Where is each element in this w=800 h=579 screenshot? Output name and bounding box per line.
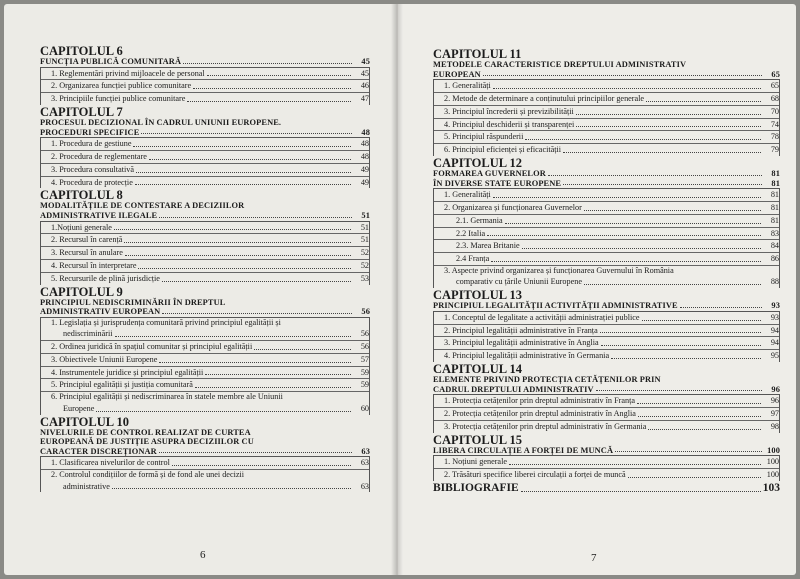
toc-entry-page: 97	[770, 409, 779, 418]
toc-entry-leader	[135, 184, 351, 185]
toc-entry-leader	[172, 465, 351, 466]
toc-entry-text: 3. Principiile funcției publice comunitare	[51, 94, 186, 104]
toc-entry-leader	[491, 261, 761, 262]
toc-entry	[434, 312, 779, 324]
toc-entry-leader	[195, 387, 351, 388]
toc-entry	[434, 349, 779, 362]
chapter-title-text: PROCESUL DECIZIONAL ÎN CADRUL UNIUNII EUROPENE.	[40, 117, 282, 127]
book-gutter	[391, 4, 403, 575]
toc-entry-page: 100	[766, 469, 779, 479]
chapter-title-leader	[548, 175, 762, 176]
chapter-title-leader	[615, 451, 762, 452]
toc-entry-text: 2. Ordinea juridică în spațiul comunitar și principiul egalității	[51, 342, 253, 352]
toc-entry	[41, 246, 369, 259]
chapter-title	[40, 128, 370, 138]
toc-entry	[41, 391, 369, 403]
chapter-title	[433, 70, 780, 80]
toc-entry-leader	[563, 152, 761, 153]
toc-entry-page: 65	[770, 81, 779, 91]
toc-entry	[434, 143, 779, 156]
toc-entry-text: Europene	[63, 403, 95, 413]
toc-entry-text: 5. Principiul răspunderii	[444, 132, 524, 142]
toc-entry-leader	[493, 197, 761, 198]
chapter-title-page: 100	[767, 445, 780, 455]
toc-entry	[41, 150, 369, 163]
chapter-entries	[433, 455, 780, 481]
page-number-right: 7	[591, 552, 597, 564]
toc-entry-text: 3. Obiectivele Uniunii Europene	[51, 354, 158, 364]
chapter-entries	[40, 456, 370, 492]
toc-entry-page: 100	[766, 457, 779, 467]
chapter-entries	[40, 221, 370, 285]
toc-entry-leader	[125, 255, 351, 256]
chapter-title-text: PRINCIPIUL LEGALITĂȚII ACTIVITĂȚII ADMINISTRATIVE	[433, 301, 678, 311]
toc-entry-text: 2. Principiul legalității administrative în Franța	[444, 325, 598, 335]
toc-entry-page: 78	[770, 132, 779, 142]
chapter-heading: CAPITOLUL 11	[433, 47, 522, 61]
toc-entry	[41, 403, 369, 415]
toc-entry-text: 5. Recursurile de plină jurisdicție	[51, 273, 160, 283]
toc-entry-page: 95	[770, 351, 779, 361]
chapter-title	[433, 301, 780, 311]
toc-entry	[41, 469, 369, 481]
chapter-heading: CAPITOLUL 12	[433, 155, 523, 170]
bibliography-text: BIBLIOGRAFIE	[433, 481, 519, 494]
chapter-title	[40, 201, 370, 211]
toc-entry	[434, 214, 779, 227]
toc-entry-text: 2. Recursul în carență	[51, 235, 123, 245]
toc-entry	[41, 176, 369, 189]
toc-entry-page: 56	[360, 329, 369, 339]
toc-entry-text: 4. Principiul legalității administrative în Germania	[444, 351, 610, 361]
toc-entry-leader	[505, 223, 761, 224]
chapter-entries	[433, 79, 780, 156]
chapter-title-text: FUNCȚIA PUBLICĂ COMUNITARĂ	[40, 57, 182, 66]
toc-entry-text: 1. Conceptul de legalitate a activității administrației publice	[444, 312, 640, 322]
chapter-title-leader	[141, 133, 352, 134]
toc-entry-page: 81	[770, 190, 779, 200]
toc-entry-text: 5. Principiul egalității și justiția comunitară	[51, 380, 193, 390]
toc-entry-text: 4. Instrumentele juridice și principiul egalității	[51, 367, 204, 377]
toc-entry-text: 1. Generalități	[444, 81, 491, 91]
toc-entry-leader	[637, 403, 761, 404]
chapter-title	[40, 447, 370, 457]
chapter-title-text: EUROPEANĂ DE JUSTIȚIE ASUPRA DECIZIILOR CU	[40, 437, 254, 447]
toc-entry-text: 2.2 Italia	[456, 228, 486, 238]
toc-entry-page: 51	[360, 222, 369, 232]
left-page	[4, 4, 396, 575]
toc-entry	[434, 227, 779, 240]
toc-entry-page: 70	[770, 106, 779, 116]
toc-entry-text: 1. Reglementări privind mijloacele de personal	[51, 68, 205, 78]
toc-entry-leader	[124, 242, 351, 243]
toc-entry-leader	[112, 488, 351, 489]
chapter-title-page: 45	[361, 57, 370, 66]
toc-entry-leader	[601, 345, 761, 346]
chapter-title-text: METODELE CARACTERISTICE DREPTULUI ADMINISTRATIV	[433, 60, 687, 69]
chapter-heading: CAPITOLUL 13	[433, 288, 523, 303]
toc-entry-text: 1. Clasificarea nivelurilor de control	[51, 458, 170, 468]
chapter-title-text: MODALITĂȚILE DE CONTESTARE A DECIZIILOR	[40, 201, 245, 211]
toc-entry-text: comparativ cu țările Uniunii Europene	[456, 277, 582, 287]
toc-entry-leader	[193, 88, 351, 89]
toc-entry-text: 2.1. Germania	[456, 215, 503, 225]
chapter-title	[40, 298, 370, 308]
toc-entry-page: 63	[360, 481, 369, 491]
chapter-heading: CAPITOLUL 9	[40, 284, 123, 299]
toc-entry-page: 63	[360, 458, 369, 468]
toc-entry-page: 94	[770, 338, 779, 348]
chapter-title-page: 56	[361, 307, 370, 317]
toc-entry-page: 57	[360, 354, 369, 364]
right-page	[396, 4, 796, 575]
toc-entry-page: 79	[770, 145, 779, 155]
bibliography	[433, 481, 780, 495]
toc-entry-leader	[207, 75, 351, 76]
toc-entry-page: 48	[360, 151, 369, 161]
toc-entry	[434, 252, 779, 265]
toc-entry-page: 86	[770, 254, 779, 264]
chapter-title-page: 81	[771, 178, 780, 188]
toc-entry-leader	[638, 416, 761, 417]
toc-entry-leader	[254, 349, 351, 350]
chapter-title	[40, 57, 370, 67]
toc-entry-text: 2.4 Franța	[456, 254, 490, 264]
chapter-title-page: 96	[771, 384, 780, 394]
toc-entry-text: 1.Noțiuni generale	[51, 222, 112, 232]
toc-entry	[434, 118, 779, 131]
toc-entry	[41, 233, 369, 246]
toc-entry	[41, 68, 369, 80]
chapter-title-text: NIVELURILE DE CONTROL REALIZAT DE CURTEA	[40, 427, 251, 437]
toc-entry-page: 56	[360, 342, 369, 352]
toc-entry-text: 1. Procedura de gestiune	[51, 139, 132, 149]
toc-entry	[434, 468, 779, 481]
toc-entry	[434, 407, 779, 420]
toc-entry	[41, 92, 369, 105]
toc-entry-text: 1. Noțiuni generale	[444, 457, 507, 467]
toc-entry-text: 2. Trăsături specifice liberei circulații a forței de muncă	[444, 469, 626, 479]
toc-entry-page: 74	[770, 119, 779, 129]
toc-entry-text: 2. Procedura de reglementare	[51, 151, 147, 161]
toc-entry-page: 93	[770, 312, 779, 322]
toc-entry-leader	[96, 411, 351, 412]
toc-entry-page: 83	[770, 228, 779, 238]
chapter-title-text: ADMINISTRATIVE ILEGALE	[40, 210, 158, 220]
toc-entry-page: 52	[360, 260, 369, 270]
toc-entry-page: 81	[770, 202, 779, 212]
chapter-title-text: FORMAREA GUVERNELOR	[433, 168, 546, 178]
chapter-title	[40, 428, 370, 438]
toc-entry-leader	[642, 320, 761, 321]
toc-entry	[41, 481, 369, 493]
chapter-title-leader	[680, 307, 762, 308]
chapter-title-text: ELEMENTE PRIVIND PROTECȚIA CETĂȚENILOR PRIN	[433, 375, 661, 385]
toc-entry	[41, 378, 369, 391]
chapter-heading: CAPITOLUL 15	[433, 432, 523, 447]
toc-entry-text: 4. Procedura de protecție	[51, 177, 133, 187]
toc-entry	[434, 130, 779, 143]
toc-entry	[41, 259, 369, 272]
chapter-title-page: 93	[771, 301, 780, 311]
toc-entry-page: 53	[360, 273, 369, 283]
chapter-heading: CAPITOLUL 8	[40, 188, 123, 203]
chapter-title-leader	[596, 390, 762, 391]
chapter-title	[433, 179, 780, 189]
chapter-title-page: 63	[361, 446, 370, 456]
page-number-left: 6	[200, 549, 206, 561]
toc-entry-page: 51	[360, 235, 369, 245]
toc-entry-text: 6. Principiul egalității și nediscriminarea în statele membre ale Uniunii	[51, 392, 283, 402]
chapter-title-text: PROCEDURI SPECIFICE	[40, 127, 140, 137]
toc-entry-leader	[115, 336, 351, 337]
toc-entry	[434, 92, 779, 105]
toc-entry-leader	[576, 114, 761, 115]
chapter-title	[40, 437, 370, 447]
chapter-heading: CAPITOLUL 10	[40, 414, 130, 429]
chapter-title-leader	[159, 217, 352, 218]
toc-entry	[434, 105, 779, 118]
toc-entry-text: 2. Organizarea funcției publice comunitare	[51, 81, 192, 91]
toc-entry-page: 45	[360, 68, 369, 78]
table-of-contents-right	[433, 47, 780, 495]
toc-entry-text: 4. Principiul deschiderii și transparenței	[444, 119, 575, 129]
toc-entry-text: 1. Generalități	[444, 190, 491, 200]
toc-entry-text: 4. Recursul în interpretare	[51, 260, 137, 270]
chapter-entries	[40, 137, 370, 188]
toc-entry	[434, 420, 779, 433]
toc-entry	[41, 138, 369, 150]
toc-entry-page: 60	[360, 403, 369, 413]
toc-entry-text: 3. Principiul legalității administrative în Anglia	[444, 338, 599, 348]
chapter-title-text: LIBERA CIRCULAȚIE A FORȚEI DE MUNCĂ	[433, 445, 614, 455]
chapter-title-leader	[563, 184, 762, 185]
toc-entry-leader	[611, 358, 761, 359]
chapter-heading: CAPITOLUL 6	[40, 44, 123, 58]
toc-entry	[434, 324, 779, 337]
chapter-title-leader	[159, 452, 352, 453]
toc-entry	[434, 456, 779, 468]
toc-entry-text: 3. Principiul încrederii și previzibilității	[444, 106, 574, 116]
toc-entry	[41, 457, 369, 469]
chapter-title	[433, 385, 780, 395]
chapter-entries	[433, 188, 780, 288]
toc-entry-text: 2. Organizarea și funcționarea Guvernelor	[444, 202, 582, 212]
toc-entry	[41, 79, 369, 92]
chapter-title-page: 51	[361, 210, 370, 220]
chapter-title	[40, 118, 370, 128]
toc-entry-leader	[628, 477, 761, 478]
chapter-title-text: EUROPEAN	[433, 69, 481, 79]
toc-entry	[434, 395, 779, 407]
toc-entry-leader	[205, 374, 351, 375]
toc-entry-leader	[136, 172, 351, 173]
toc-entry	[41, 222, 369, 234]
toc-entry-leader	[159, 362, 351, 363]
toc-entry-leader	[138, 268, 351, 269]
toc-entry-leader	[149, 159, 351, 160]
chapter-title-text: ADMINISTRATIV EUROPEAN	[40, 307, 161, 317]
toc-entry-text: 2. Controlul condițiilor de formă și de fond ale unei decizii	[51, 470, 245, 480]
toc-entry-text: administrative	[63, 481, 110, 491]
toc-entry-leader	[133, 146, 351, 147]
toc-entry-page: 52	[360, 248, 369, 258]
chapter-title-text: ÎN DIVERSE STATE EUROPENE	[433, 178, 562, 188]
toc-entry-leader	[600, 332, 761, 333]
toc-entry-leader	[646, 101, 761, 102]
toc-entry-text: 2. Protecția cetățenilor prin dreptul administrativ în Anglia	[444, 409, 636, 418]
toc-entry	[41, 353, 369, 366]
toc-entry-leader	[576, 126, 761, 127]
chapter-title	[433, 60, 780, 70]
chapter-title-leader	[162, 313, 352, 314]
chapter-title-leader	[483, 75, 762, 76]
bibliography-page: 103	[762, 481, 780, 494]
bibliography-leader	[521, 491, 761, 492]
toc-entry	[434, 239, 779, 252]
toc-entry-text: 6. Principiul eficienței și eficacității	[444, 145, 562, 155]
toc-entry-page: 96	[770, 396, 779, 406]
chapter-title	[433, 169, 780, 179]
toc-entry-leader	[648, 429, 761, 430]
toc-entry	[434, 201, 779, 214]
toc-entry-page: 46	[360, 81, 369, 91]
toc-entry-leader	[114, 229, 351, 230]
chapter-title-page: 81	[771, 168, 780, 178]
toc-entry	[41, 272, 369, 285]
chapter-title	[433, 375, 780, 385]
toc-entry-text: 3. Procedura consultativă	[51, 164, 134, 174]
toc-entry-leader	[584, 284, 761, 285]
chapter-title-page: 48	[361, 127, 370, 137]
toc-entry-text: 1. Legislația și jurisprudența comunitară privind principiul egalității și	[51, 317, 281, 327]
toc-entry-text: 1. Protecția cetățenilor prin dreptul administrativ în Franța	[444, 396, 635, 406]
toc-entry	[434, 80, 779, 92]
chapter-title-page: 65	[771, 69, 780, 79]
chapter-title-text: CARACTER DISCREȚIONAR	[40, 446, 157, 456]
toc-entry	[434, 189, 779, 201]
toc-entry-page: 88	[770, 277, 779, 287]
table-of-contents-left	[40, 44, 370, 492]
toc-entry-text: 3. Protecția cetățenilor prin dreptul administrativ în Germania	[444, 421, 647, 431]
toc-entry-page: 59	[360, 367, 369, 377]
chapter-heading: CAPITOLUL 14	[433, 362, 523, 377]
toc-entry	[41, 340, 369, 353]
toc-entry-leader	[525, 139, 761, 140]
chapter-heading: CAPITOLUL 7	[40, 104, 123, 119]
toc-entry-text: 2. Metode de determinare a conținutului principiilor generale	[444, 93, 645, 103]
toc-entry-text: 3. Aspecte privind organizarea și funcționarea Guvernului în România	[444, 265, 674, 275]
toc-entry-page: 49	[360, 164, 369, 174]
toc-entry-leader	[493, 88, 761, 89]
chapter-entries	[433, 311, 780, 362]
toc-entry-text: 3. Recursul în anulare	[51, 248, 123, 258]
toc-entry-page: 68	[770, 93, 779, 103]
toc-entry	[434, 276, 779, 288]
toc-entry-page: 84	[770, 241, 779, 251]
chapter-title	[40, 307, 370, 317]
chapter-entries	[433, 394, 780, 432]
toc-entry-leader	[509, 464, 761, 465]
toc-entry-leader	[522, 248, 761, 249]
toc-entry	[41, 318, 369, 329]
toc-entry-leader	[487, 235, 761, 236]
toc-entry-page: 59	[360, 380, 369, 390]
toc-entry-leader	[584, 210, 761, 211]
chapter-title	[433, 446, 780, 456]
chapter-title-text: PRINCIPIUL NEDISCRIMINĂRII ÎN DREPTUL	[40, 297, 226, 307]
toc-entry-leader	[162, 281, 351, 282]
toc-entry-page: 48	[360, 139, 369, 149]
toc-entry	[434, 336, 779, 349]
toc-entry-page: 49	[360, 177, 369, 187]
toc-entry-text: nediscriminării	[63, 329, 113, 339]
chapter-title-leader	[183, 63, 352, 64]
toc-entry	[41, 328, 369, 340]
toc-entry	[41, 163, 369, 176]
chapter-entries	[40, 317, 370, 415]
chapter-title-text: CADRUL DREPTULUI ADMINISTRATIV	[433, 384, 594, 394]
toc-entry-page: 98	[770, 421, 779, 431]
toc-entry-page: 94	[770, 325, 779, 335]
toc-entry-text: 2.3. Marea Britanie	[456, 241, 520, 251]
toc-entry-page: 47	[360, 94, 369, 104]
toc-entry-leader	[187, 101, 351, 102]
toc-entry-page: 81	[770, 215, 779, 225]
toc-entry	[434, 265, 779, 277]
toc-entry	[41, 366, 369, 379]
chapter-entries	[40, 67, 370, 105]
chapter-title	[40, 211, 370, 221]
